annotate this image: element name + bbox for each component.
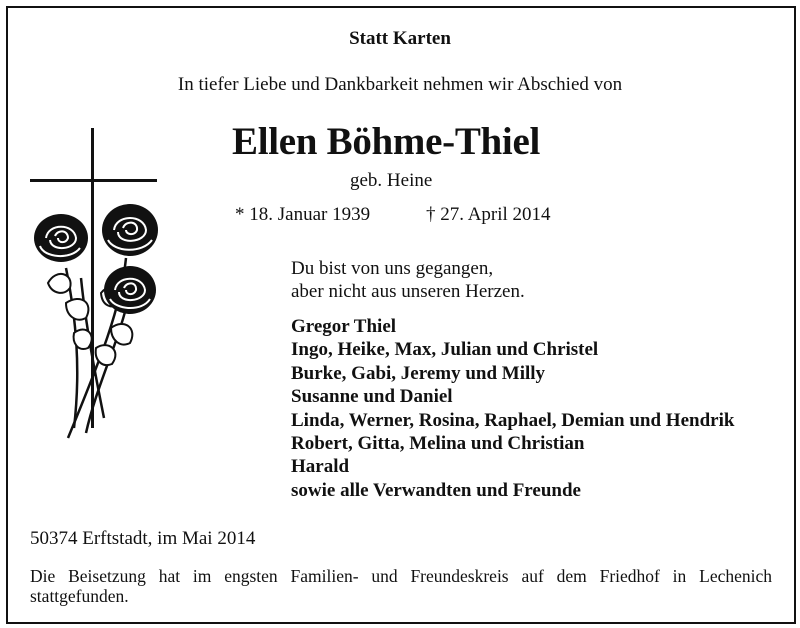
memorial-quote <box>291 257 525 303</box>
death-date: † 27. April 2014 <box>426 204 551 225</box>
mourners-list <box>291 315 734 502</box>
quote-line: aber nicht aus unseren Herzen. <box>291 281 525 302</box>
mourner-entry: Linda, Werner, Rosina, Raphael, Demian und Hendrik <box>291 409 735 431</box>
mourner-entry: Gregor Thiel <box>291 316 397 337</box>
deceased-name: Ellen Böhme-Thiel <box>232 120 541 163</box>
quote-line: Du bist von uns gegangen, <box>291 258 494 279</box>
notice-heading: Statt Karten <box>349 28 451 49</box>
maiden-name: geb. Heine <box>350 170 433 191</box>
mourner-entry: Robert, Gitta, Melina und Christian <box>291 433 585 455</box>
mourner-entry: Ingo, Heike, Max, Julian und Christel <box>291 339 599 361</box>
mourner-entry: Susanne und Daniel <box>291 386 453 408</box>
birth-date: * 18. Januar 1939 <box>235 204 371 225</box>
intro-text: In tiefer Liebe und Dankbarkeit nehmen wir Abschied von <box>177 74 623 95</box>
cross-with-roses-icon <box>26 128 166 453</box>
place-and-date: 50374 Erftstadt, im Mai 2014 <box>30 528 256 549</box>
mourner-entry: Burke, Gabi, Jeremy und Milly <box>291 362 546 384</box>
mourner-entry: Harald <box>291 456 350 478</box>
mourner-entry: sowie alle Verwandten und Freunde <box>291 479 581 501</box>
burial-note: Die Beisetzung hat im engsten Familien- und Freundeskreis auf dem Friedhof in Lechenich stattgefunden. <box>30 566 772 606</box>
